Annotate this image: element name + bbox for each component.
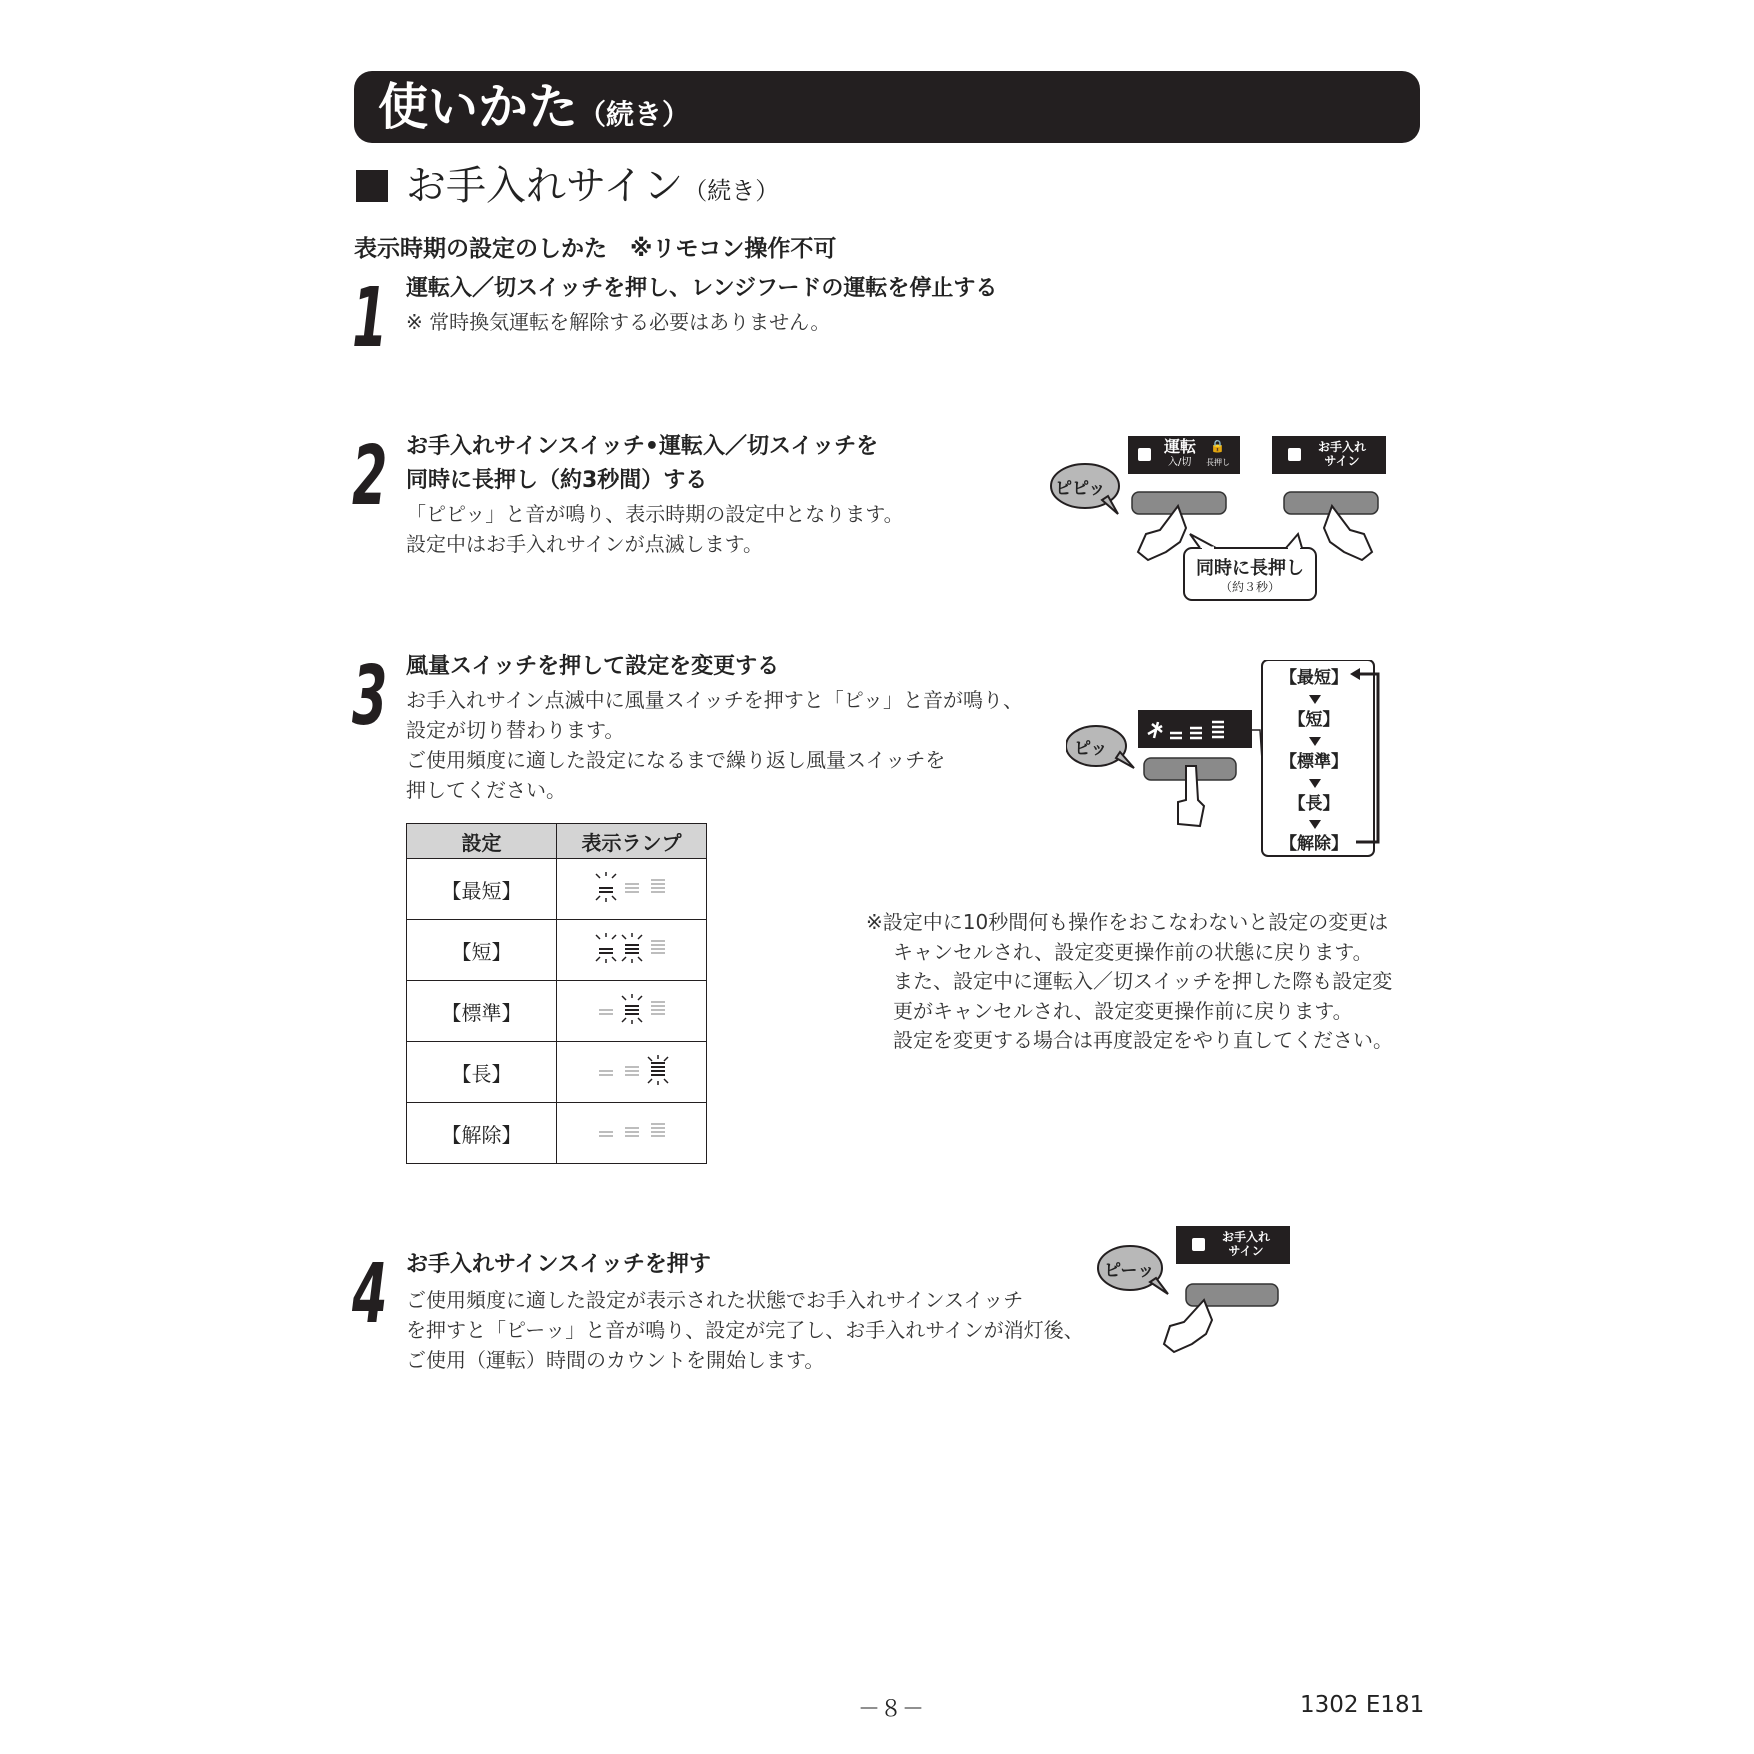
lamp-1-off: [599, 1071, 613, 1075]
lamp-cell: [557, 1103, 707, 1164]
step-4-body: ご使用頻度に適した設定が表示された状態でお手入れサインスイッチ を押すと「ピーッ」と音が鳴り、設定が完了し、お手入れサインが消灯後、 ご使用（運転）時間のカウントを開始します。: [406, 1288, 1084, 1372]
step-4-title: お手入れサインスイッチを押す: [406, 1252, 711, 1277]
setting-cell: 【解除】: [407, 1103, 557, 1164]
lock-icon: 🔒: [1210, 439, 1225, 453]
setting-cell: 【標準】: [407, 981, 557, 1042]
lamp-cell: [557, 981, 707, 1042]
setting-cell: 【最短】: [407, 859, 557, 920]
cycle-item-1: 【最短】: [1280, 668, 1348, 688]
care-sign-switch-label: お手入れ サイン: [1272, 436, 1386, 474]
step-4-illustration: [1096, 1226, 1296, 1356]
table-row: [407, 859, 707, 920]
lamp-1-off: [599, 1132, 613, 1136]
step-3-body: お手入れサイン点滅中に風量スイッチを押すと「ピッ」と音が鳴り、 設定が切り替わります。 ご使用頻度に適した設定になるまで繰り返し風量スイッチを 押してください。: [406, 688, 1023, 802]
sound-bubble-text: ピピッ: [1055, 479, 1106, 499]
table-row: [407, 1042, 707, 1103]
lamp-cell: [557, 920, 707, 981]
section-bullet-square: [356, 170, 388, 202]
care-sign-button: [1186, 1284, 1278, 1306]
step-2-title: お手入れサインスイッチ•運転入／切スイッチを 同時に長押し（約3秒間）する: [406, 434, 879, 493]
sound-bubble-text: ピーッ: [1104, 1261, 1155, 1281]
lamp-1-blinking: [596, 933, 616, 963]
sub-heading: 表示時期の設定のしかた ※リモコン操作不可: [354, 236, 837, 262]
lamp-indicator-icon: [592, 992, 672, 1026]
page-header-bar: [354, 71, 1420, 143]
settings-table: [406, 823, 707, 1164]
lamp-3-off: [651, 941, 665, 953]
pointing-hand-icon: [1164, 1300, 1212, 1352]
lamp-indicator-icon: [592, 931, 672, 965]
care-sign-switch-label: お手入れ サイン: [1176, 1226, 1290, 1264]
run-switch-label: 運転 入/切 🔒 長押し: [1128, 436, 1240, 474]
table-row: [407, 981, 707, 1042]
lamp-indicator-icon: [592, 1053, 672, 1087]
step-2-illustration: [1040, 430, 1390, 605]
lamp-cell: [557, 859, 707, 920]
lamp-2-blinking: [622, 933, 642, 963]
lamp-indicator-icon: [592, 870, 672, 904]
cycle-item-5: 【解除】: [1280, 834, 1348, 854]
step-2-body: 「ピピッ」と音が鳴り、表示時期の設定中となります。 設定中はお手入れサインが点滅します。: [406, 502, 904, 556]
lamp-3-off: [651, 880, 665, 892]
setting-cell: 【短】: [407, 920, 557, 981]
document-code: 1302 E181: [1300, 1692, 1425, 1718]
note-text: ※設定中に10秒間何も操作をおこなわないと設定の変更は キャンセルされ、設定変更操作前の状態に戻ります。 また、設定中に運転入／切スイッチを押した際も設定変 更がキャンセルされ、設定変更操作前に戻ります。 設定を変更する場合は再度設定をやり直してください。: [866, 910, 1393, 1052]
lamp-3-off: [651, 1124, 665, 1136]
lamp-2-off: [625, 884, 639, 892]
page-title: 使いかた（続き）: [378, 78, 691, 136]
table-header-row: [407, 824, 707, 859]
step-number-1: 1: [352, 271, 388, 366]
setting-cell: 【長】: [407, 1042, 557, 1103]
hold-bubble-subtext: （約３秒）: [1219, 580, 1280, 594]
section-title: お手入れサイン（続き）: [406, 163, 780, 209]
hold-bubble-text: 同時に長押し: [1196, 558, 1304, 579]
lamp-2-off: [625, 1067, 639, 1075]
step-3-illustration: [1066, 660, 1398, 865]
lamp-1-off: [599, 1010, 613, 1014]
lamp-1-blinking: [596, 872, 616, 902]
lamp-2-off: [625, 1128, 639, 1136]
step-1-title: 運転入／切スイッチを押し、レンジフードの運転を停止する: [406, 276, 998, 301]
lamp-2-blinking: [622, 994, 642, 1024]
step-3-title: 風量スイッチを押して設定を変更する: [406, 654, 780, 679]
lamp-3-off: [651, 1002, 665, 1014]
cycle-item-4: 【長】: [1288, 794, 1340, 814]
cycle-item-2: 【短】: [1288, 710, 1340, 730]
step-1-body: ※ 常時換気運転を解除する必要はありません。: [406, 310, 831, 334]
table-row: [407, 1103, 707, 1164]
lamp-indicator-icon: [592, 1114, 672, 1148]
lamp-3-blinking: [648, 1055, 668, 1085]
table-header-setting: 設定: [407, 824, 557, 859]
step-number-4: 4: [352, 1247, 388, 1342]
table-header-lamp: 表示ランプ: [557, 824, 707, 859]
sound-bubble-text: ピッ: [1074, 739, 1108, 759]
cycle-item-3: 【標準】: [1280, 752, 1348, 772]
lamp-cell: [557, 1042, 707, 1103]
step-number-2: 2: [352, 429, 388, 524]
page-number: －８－: [858, 1697, 925, 1722]
table-row: [407, 920, 707, 981]
step-number-3: 3: [352, 649, 388, 744]
